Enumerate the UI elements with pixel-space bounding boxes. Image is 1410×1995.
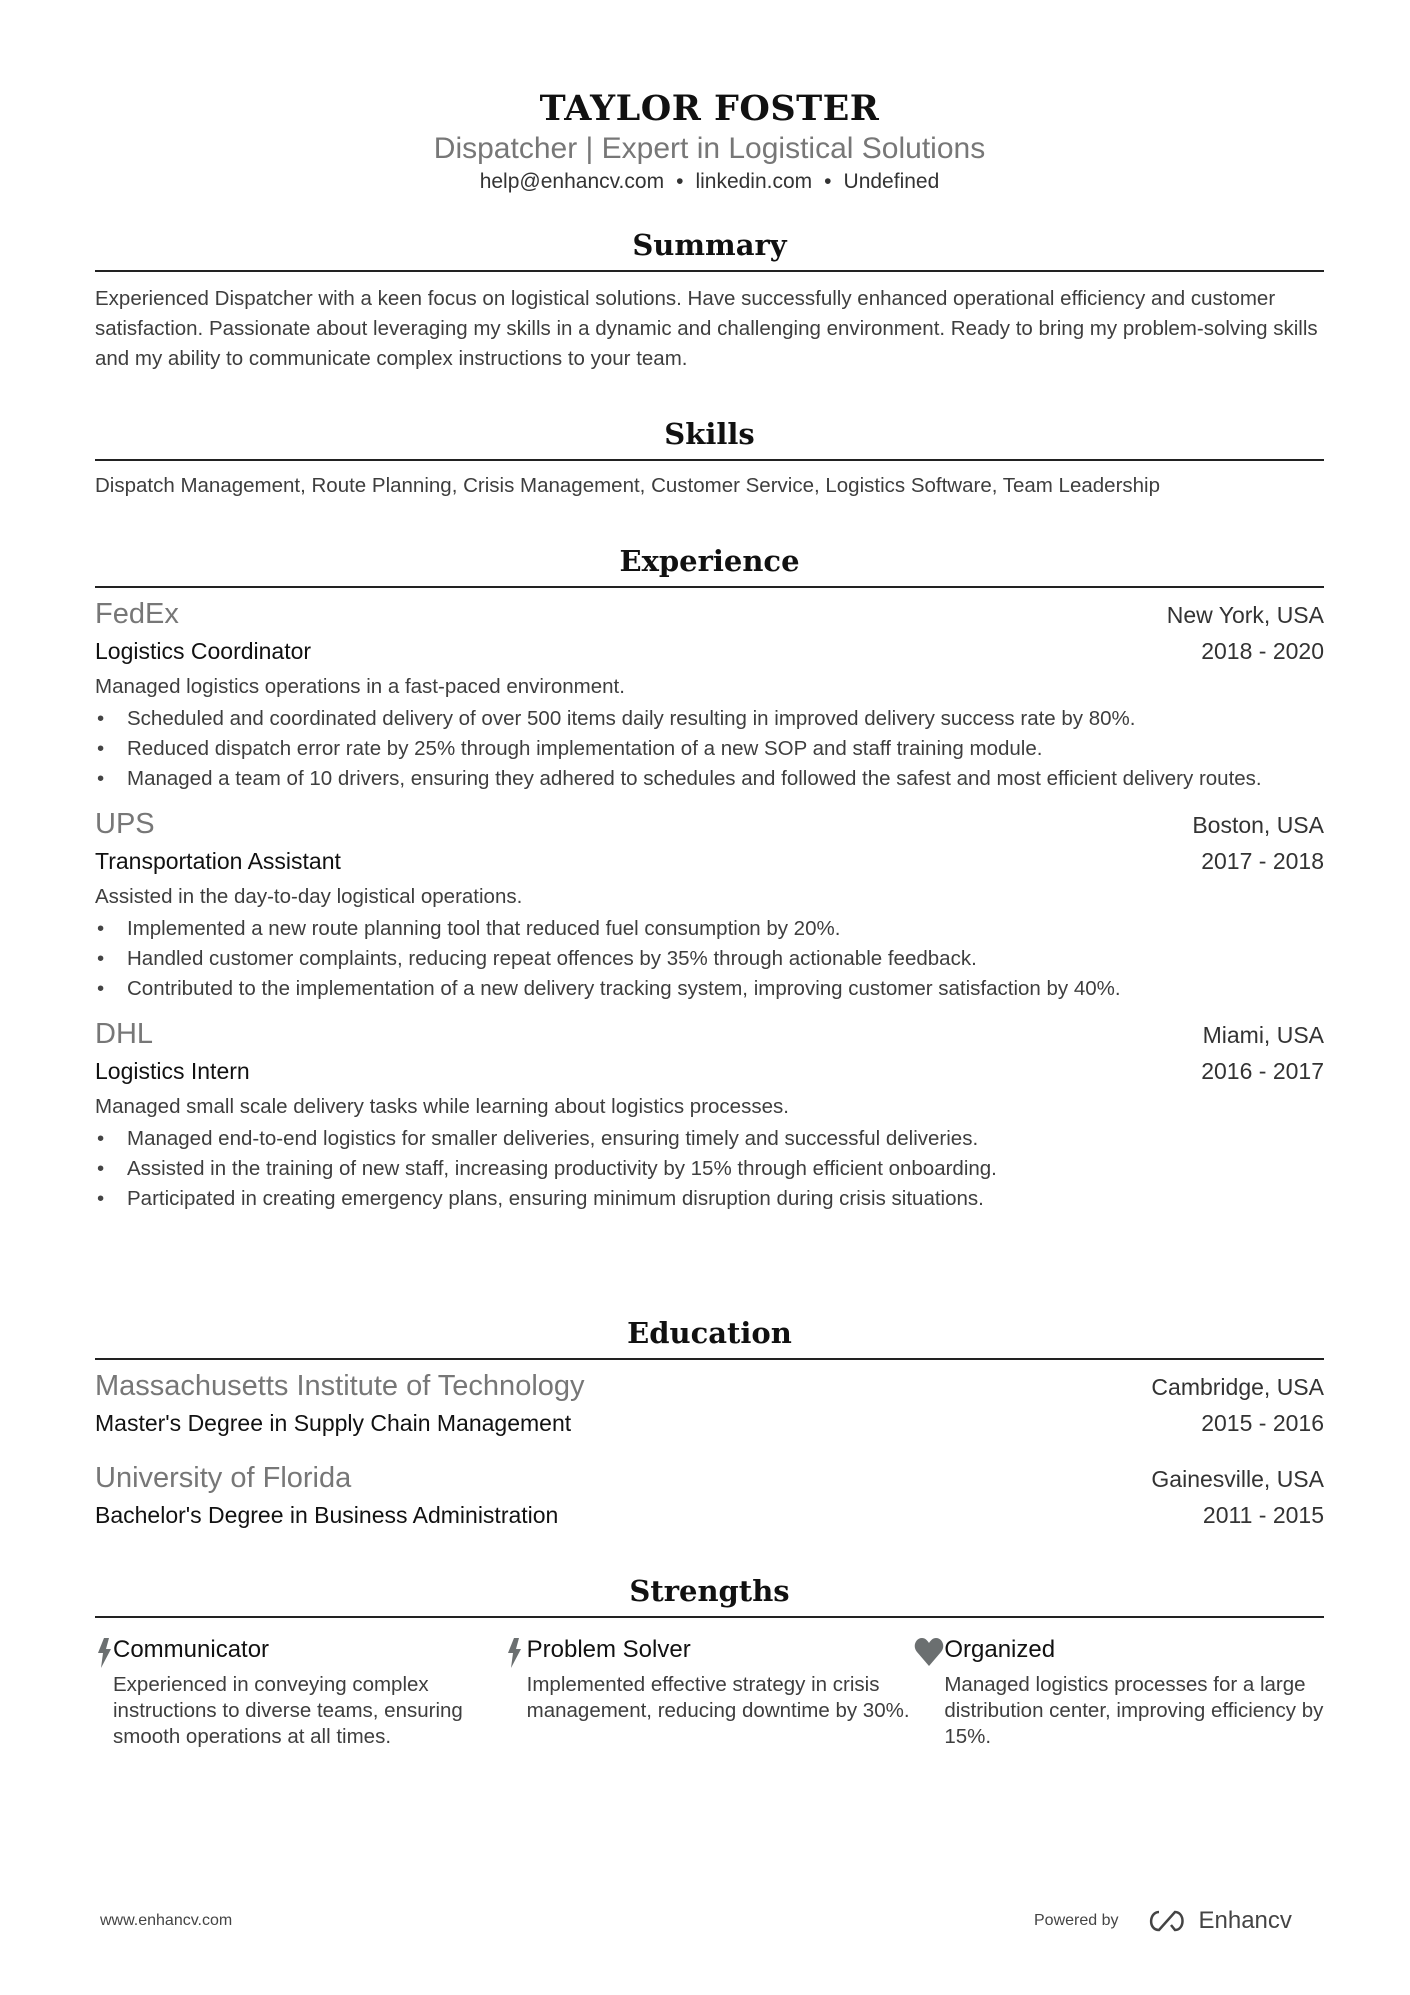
divider — [95, 459, 1324, 461]
school-location: Gainesville, USA — [1151, 1466, 1324, 1492]
company-name: FedEx — [95, 598, 179, 630]
enhancv-logo-icon — [1145, 1909, 1191, 1933]
strength-title: Communicator — [113, 1636, 270, 1663]
email-link[interactable]: help@enhancv.com — [479, 170, 665, 193]
school-name: Massachusetts Institute of Technology — [95, 1370, 585, 1402]
skills-text: Dispatch Management, Route Planning, Crisis Management, Customer Service, Logistics Software, Team Leadership — [95, 474, 1160, 497]
job-role: Logistics Intern — [95, 1058, 250, 1084]
bullet-item: • Implemented a new route planning tool that reduced fuel consumption by 20%. — [95, 914, 1324, 944]
lightning-icon — [95, 1632, 113, 1750]
experience-section — [95, 544, 1324, 1226]
strength-item — [914, 1632, 1324, 1750]
job-description: Assisted in the day-to-day logistical operations. — [95, 885, 523, 908]
bullet-item: • Handled customer complaints, reducing repeat offences by 35% through actionable feedback. — [95, 944, 1324, 974]
job-bullets — [95, 704, 1324, 794]
candidate-title: Dispatcher | Expert in Logistical Solutions — [433, 132, 986, 165]
section-title: Strengths — [629, 1574, 790, 1608]
divider — [95, 1616, 1324, 1618]
strength-title: Problem Solver — [526, 1636, 691, 1663]
education-section — [95, 1316, 1324, 1552]
strength-description: Managed logistics processes for a large distribution center, improving efficiency by 15%. — [944, 1673, 1324, 1748]
job-role: Transportation Assistant — [95, 848, 341, 874]
summary-section — [95, 228, 1324, 374]
section-title: Experience — [619, 544, 800, 578]
bullet-item: • Contributed to the implementation of a new delivery tracking system, improving customer satisfaction by 40%. — [95, 974, 1324, 1004]
education-entry — [95, 1460, 1324, 1534]
school-name: University of Florida — [95, 1462, 352, 1494]
job-description: Managed small scale delivery tasks while learning about logistics processes. — [95, 1095, 789, 1118]
bullet-item: • Managed a team of 10 drivers, ensuring they adhered to schedules and followed the safest and most efficient delivery routes. — [95, 764, 1324, 794]
heart-icon — [914, 1632, 944, 1750]
job-location: New York, USA — [1166, 602, 1324, 628]
education-dates: 2015 - 2016 — [1201, 1410, 1324, 1436]
degree: Bachelor's Degree in Business Administration — [95, 1502, 559, 1528]
strength-title: Organized — [944, 1636, 1056, 1663]
job-bullets — [95, 1124, 1324, 1214]
bullet-item: • Participated in creating emergency plans, ensuring minimum disruption during crisis situations. — [95, 1184, 1324, 1214]
contact-info — [95, 170, 1324, 194]
job-location: Miami, USA — [1202, 1022, 1324, 1048]
job-dates: 2017 - 2018 — [1201, 848, 1324, 874]
lightning-icon — [505, 1632, 527, 1750]
section-title: Skills — [664, 417, 755, 451]
separator-dot: • — [824, 170, 832, 193]
enhancv-logo[interactable] — [1145, 1907, 1292, 1935]
section-title: Summary — [632, 228, 787, 262]
divider — [95, 1358, 1324, 1360]
powered-by — [1034, 1907, 1292, 1935]
job-entry — [95, 806, 1324, 1004]
strength-description: Experienced in conveying complex instructions to diverse teams, ensuring smooth operations at all times. — [113, 1673, 463, 1748]
location-text: Undefined — [843, 170, 940, 193]
job-description: Managed logistics operations in a fast-paced environment. — [95, 675, 625, 698]
job-location: Boston, USA — [1192, 812, 1324, 838]
education-entry — [95, 1368, 1324, 1442]
job-dates: 2016 - 2017 — [1201, 1058, 1324, 1084]
strength-item — [505, 1632, 915, 1750]
brand-name: Enhancv — [1198, 1907, 1292, 1934]
skills-section — [95, 417, 1324, 501]
degree: Master's Degree in Supply Chain Management — [95, 1410, 572, 1436]
bullet-item: • Reduced dispatch error rate by 25% through implementation of a new SOP and staff training module. — [95, 734, 1324, 764]
job-role: Logistics Coordinator — [95, 638, 312, 664]
strength-item — [95, 1632, 505, 1750]
bullet-item: • Managed end-to-end logistics for smaller deliveries, ensuring timely and successful deliveries. — [95, 1124, 1324, 1154]
linkedin-link[interactable]: linkedin.com — [695, 170, 813, 193]
job-bullets — [95, 914, 1324, 1004]
strength-description: Implemented effective strategy in crisis management, reducing downtime by 30%. — [526, 1673, 910, 1722]
job-dates: 2018 - 2020 — [1201, 638, 1324, 664]
job-entry — [95, 596, 1324, 794]
divider — [95, 586, 1324, 588]
website-link[interactable]: www.enhancv.com — [100, 1912, 233, 1929]
divider — [95, 270, 1324, 272]
separator-dot: • — [676, 170, 684, 193]
school-location: Cambridge, USA — [1151, 1374, 1324, 1400]
section-title: Education — [627, 1316, 792, 1350]
education-dates: 2011 - 2015 — [1202, 1502, 1324, 1528]
summary-text: Experienced Dispatcher with a keen focus on logistical solutions. Have successfully enhanced operational efficiency and customer satisfaction. Passionate about leveraging my skills in a dynamic and challenging environment. Ready to bring my problem-solving skills and my ability to communicate complex instructions to your team. — [95, 287, 1318, 370]
company-name: DHL — [95, 1018, 154, 1050]
powered-by-label: Powered by — [1034, 1912, 1119, 1929]
candidate-name: TAYLOR FOSTER — [539, 88, 880, 129]
strengths-section — [95, 1574, 1324, 1750]
company-name: UPS — [95, 808, 155, 840]
job-entry — [95, 1016, 1324, 1214]
bullet-item: • Scheduled and coordinated delivery of over 500 items daily resulting in improved delivery success rate by 80%. — [95, 704, 1324, 734]
bullet-item: • Assisted in the training of new staff, increasing productivity by 15% through efficient onboarding. — [95, 1154, 1324, 1184]
